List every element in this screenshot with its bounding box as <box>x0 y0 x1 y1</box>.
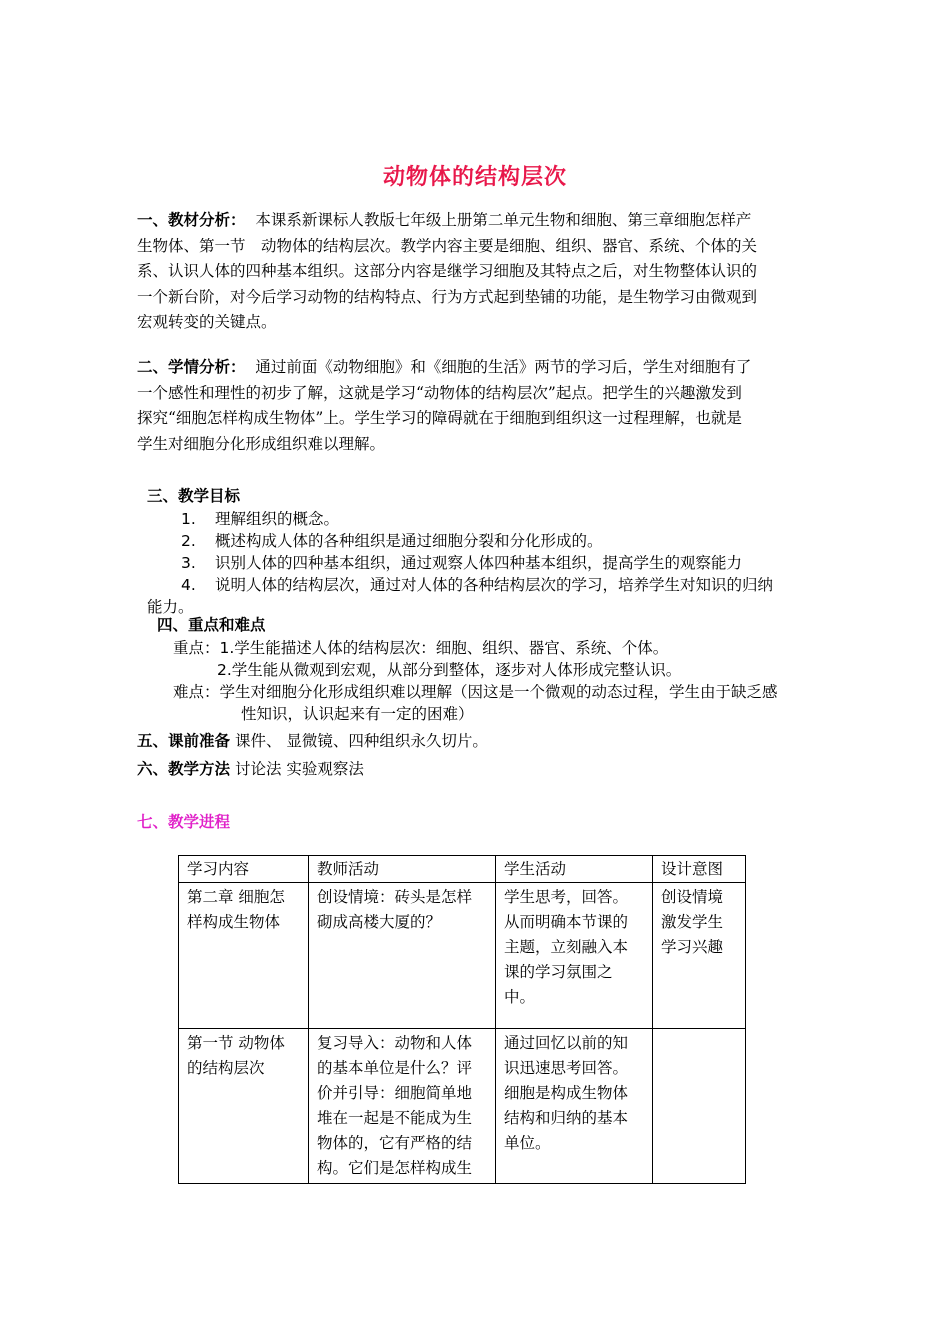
table-cell: 复习导入：动物和人体 的基本单位是什么？评 价并引导：细胞简单地 堆在一起是不能成为生 物体的，它有严格的结 构。它们是怎样构成生 <box>309 1029 496 1184</box>
section-textbook-analysis <box>137 208 817 336</box>
paragraph-line: 系、认识人体的四种基本组织。这部分内容是继学习细胞及其特点之后，对生物整体认识的 <box>137 262 758 280</box>
table-cell: 通过回忆以前的知 识迅速思考回答。 细胞是构成生物体 结构和归纳的基本 单位。 <box>496 1029 653 1184</box>
table-cell: 第二章 细胞怎 样构成生物体 <box>179 883 309 1029</box>
document-title: 动物体的结构层次 <box>382 165 567 190</box>
difficulty-continuation: 性知识，认识起来有一定的困难） <box>241 705 474 723</box>
table-header-cell: 设计意图 <box>653 856 746 883</box>
table-header-row <box>179 856 746 883</box>
key-point-1: 重点：1.学生能描述人体的结构层次：细胞、组织、器官、系统、个体。 <box>173 639 669 657</box>
table-row <box>179 1029 746 1184</box>
goal-item: 1. 理解组织的概念。 <box>181 510 340 528</box>
section-method <box>137 757 364 779</box>
section-heading: 四、重点和难点 <box>157 616 266 634</box>
section-text: 课件、 显微镜、四种组织永久切片。 <box>230 732 488 750</box>
goal-item: 2. 概述构成人体的各种组织是通过细胞分裂和分化形成的。 <box>181 532 603 550</box>
paragraph-line: 宏观转变的关键点。 <box>137 313 277 331</box>
section-student-analysis <box>137 355 817 457</box>
paragraph-line: 一个感性和理性的初步了解，这就是学习“动物体的结构层次”起点。把学生的兴趣激发到 <box>137 383 742 402</box>
paragraph-line: 一个新台阶，对今后学习动物的结构特点、行为方式起到垫铺的功能，是生物学习由微观到 <box>137 287 758 306</box>
table-header-cell: 学习内容 <box>179 856 309 883</box>
section-heading: 一、教材分析： <box>137 211 246 229</box>
section-text: 讨论法 实验观察法 <box>230 760 364 778</box>
section-heading: 五、课前准备 <box>137 732 231 750</box>
section-heading: 六、教学方法 <box>137 760 231 778</box>
goal-item: 3. 识别人体的四种基本组织，通过观察人体四种基本组织，提高学生的观察能力 <box>181 554 743 572</box>
table-cell: 第一节 动物体 的结构层次 <box>179 1029 309 1184</box>
process-table <box>178 855 746 1184</box>
table-header-cell: 教师活动 <box>309 856 496 883</box>
paragraph-line: 探究“细胞怎样构成生物体”上。学生学习的障碍就在于细胞到组织这一过程理解，也就是 <box>137 409 742 427</box>
paragraph-line: 学生对细胞分化形成组织难以理解。 <box>137 434 386 453</box>
difficulty-point: 难点：学生对细胞分化形成组织难以理解（因这是一个微观的动态过程，学生由于缺乏感 <box>173 683 778 701</box>
table-header-cell: 学生活动 <box>496 856 653 883</box>
goal-item: 4. 说明人体的结构层次，通过对人体的各种结构层次的学习，培养学生对知识的归纳 <box>181 576 774 594</box>
section-heading: 三、教学目标 <box>147 487 241 505</box>
table-cell: 创设情境：砖头是怎样 砌成高楼大厦的？ <box>309 883 496 1029</box>
key-point-2: 2.学生能从微观到宏观，从部分到整体，逐步对人体形成完整认识。 <box>217 661 682 679</box>
paragraph-line: 生物体、第一节 动物体的结构层次。教学内容主要是细胞、组织、器官、系统、个体的关 <box>137 236 758 255</box>
section-heading: 二、学情分析： <box>137 358 246 376</box>
section-heading-process: 七、教学进程 <box>137 813 231 831</box>
section-preparation <box>137 729 488 751</box>
section-goals <box>137 480 857 730</box>
paragraph-line: 本课系新课标人教版七年级上册第二单元生物和细胞、第三章细胞怎样产 <box>255 211 752 229</box>
table-cell: 学生思考，回答。 从而明确本节课的 主题，立刻融入本 课的学习氛围之 中。 <box>496 883 653 1029</box>
table-cell <box>653 1029 746 1184</box>
paragraph-line: 通过前面《动物细胞》和《细胞的生活》两节的学习后，学生对细胞有了 <box>255 358 752 376</box>
table-row <box>179 883 746 1029</box>
goal-continuation: 能力。 <box>147 598 194 616</box>
table-cell: 创设情境 激发学生 学习兴趣 <box>653 883 746 1029</box>
